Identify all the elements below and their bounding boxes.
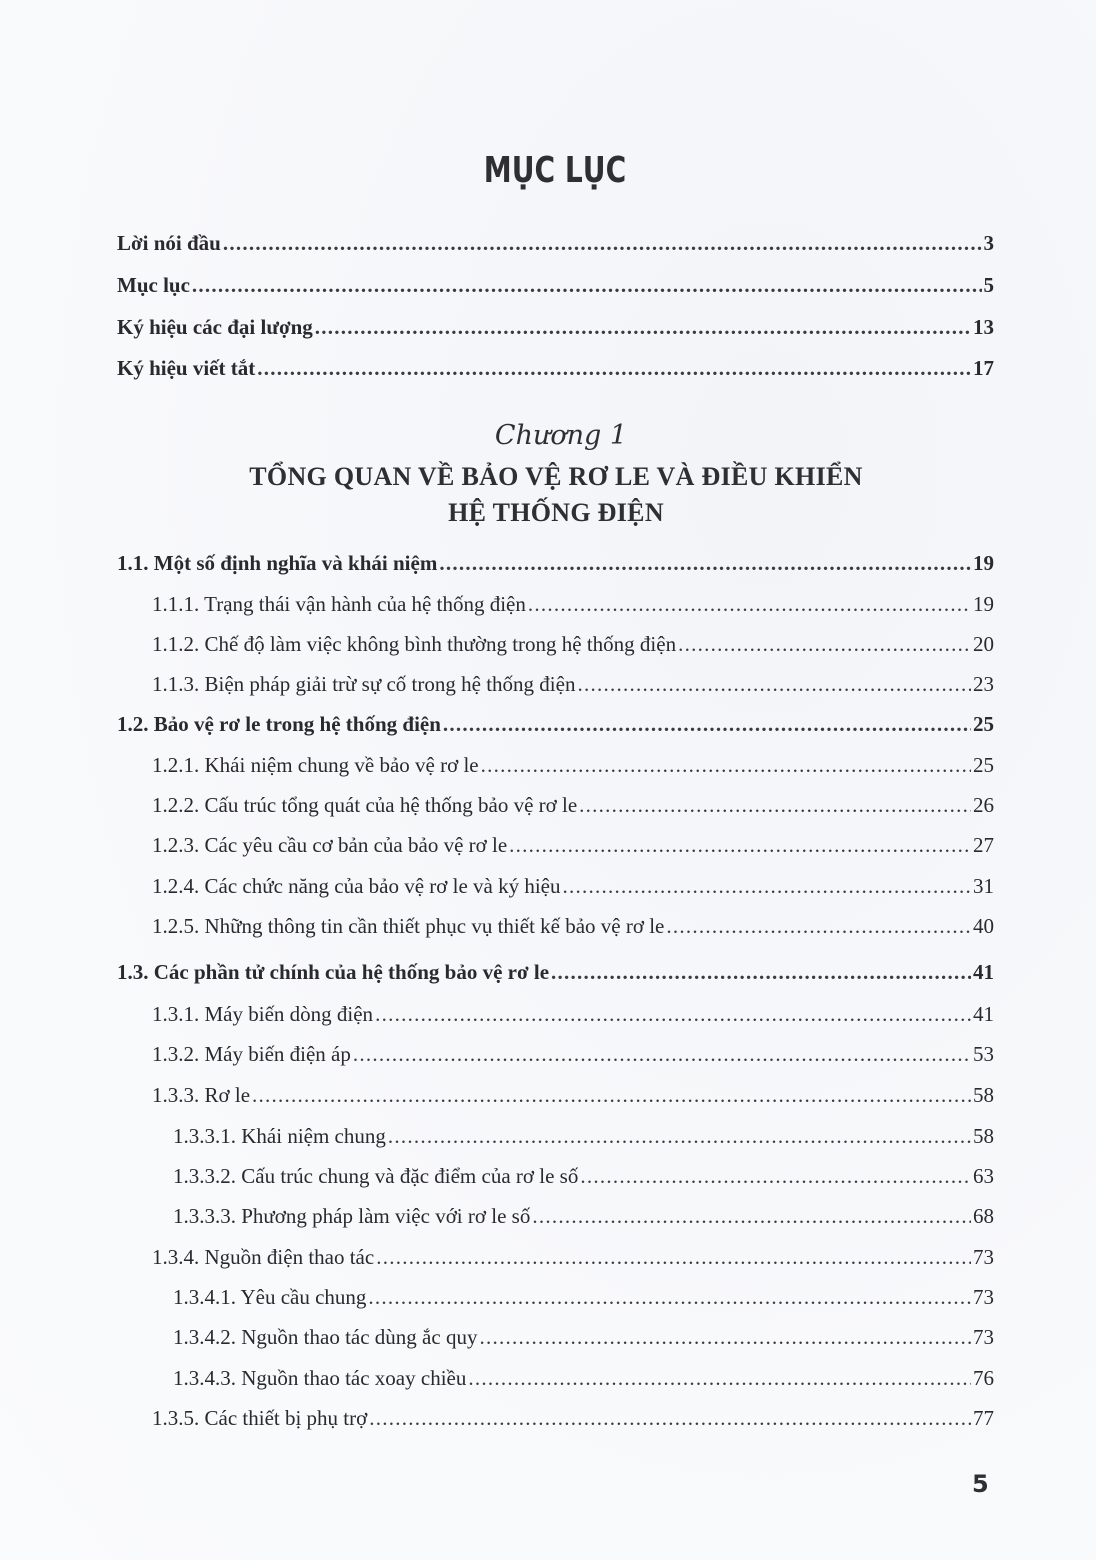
dot-leader [369, 1403, 971, 1433]
toc-entry[interactable] [152, 1242, 994, 1272]
toc-entry-label: Lời nói đầu [117, 231, 221, 255]
toc-entry-foreword[interactable] [117, 228, 994, 258]
dot-leader [375, 999, 971, 1029]
toc-entry-label: 1.2.1. Khái niệm chung về bảo vệ rơ le [152, 753, 479, 777]
toc-entry-page: 27 [973, 833, 994, 857]
toc-entry[interactable] [117, 709, 994, 739]
dot-leader [481, 750, 971, 780]
toc-entry-page: 25 [973, 712, 994, 736]
toc-entry-page: 23 [973, 672, 994, 696]
dot-leader [479, 1322, 971, 1352]
dot-leader [678, 629, 971, 659]
dot-leader [509, 830, 971, 860]
toc-entry[interactable] [117, 957, 994, 987]
toc-entry-label: 1.3.2. Máy biến điện áp [152, 1042, 351, 1066]
toc-entry[interactable] [152, 999, 994, 1029]
toc-entry-label: 1.3.4. Nguồn điện thao tác [152, 1245, 375, 1269]
toc-entry-page: 73 [973, 1245, 994, 1269]
dot-leader [388, 1121, 971, 1151]
dot-leader [439, 548, 971, 578]
toc-entry-label: 1.2.4. Các chức năng của bảo vệ rơ le và ký hiệu [152, 874, 561, 898]
toc-entry[interactable] [152, 911, 994, 941]
toc-entry-page: 13 [973, 315, 994, 339]
toc-entry[interactable] [117, 548, 994, 578]
toc-entry-page: 77 [973, 1406, 994, 1430]
toc-entry-page: 41 [973, 1002, 994, 1026]
dot-leader [315, 312, 971, 342]
dot-leader [468, 1363, 971, 1393]
toc-entry-abbreviations[interactable] [117, 353, 994, 383]
toc-entry-page: 31 [973, 874, 994, 898]
chapter-label: Chương 1 [494, 420, 628, 451]
toc-entry[interactable] [173, 1282, 994, 1312]
dot-leader [532, 1201, 971, 1231]
toc-entry-label: 1.3.1. Máy biến dòng điện [152, 1002, 374, 1026]
toc-entry-page: 26 [973, 793, 994, 817]
toc-entry-label: 1.3.4.1. Yêu cầu chung [173, 1285, 367, 1309]
dot-leader [353, 1039, 971, 1069]
dot-leader [563, 871, 971, 901]
dot-leader [252, 1080, 971, 1110]
toc-entry-page: 73 [973, 1285, 994, 1309]
toc-entry[interactable] [173, 1161, 994, 1191]
toc-entry-label: 1.2.3. Các yêu cầu cơ bản của bảo vệ rơ le [152, 833, 508, 857]
toc-entry-label: 1.3.4.2. Nguồn thao tác dùng ắc quy [173, 1325, 478, 1349]
toc-entry-label: 1.1.2. Chế độ làm việc không bình thường trong hệ thống điện [152, 632, 677, 656]
toc-entry-page: 41 [973, 960, 994, 984]
dot-leader [551, 957, 971, 987]
toc-entry-label: 1.1.1. Trạng thái vận hành của hệ thống điện [152, 592, 526, 616]
toc-entry[interactable] [152, 589, 994, 619]
toc-entry[interactable] [152, 790, 994, 820]
toc-entry-page: 73 [973, 1325, 994, 1349]
toc-entry-label: 1.3.3.3. Phương pháp làm việc với rơ le số [173, 1204, 531, 1228]
toc-entry-label: Mục lục [117, 273, 190, 297]
toc-entry[interactable] [152, 1403, 994, 1433]
toc-entry[interactable] [152, 1080, 994, 1110]
toc-entry[interactable] [152, 1039, 994, 1069]
dot-leader [443, 709, 971, 739]
toc-entry-page: 53 [973, 1042, 994, 1066]
toc-entry-page: 76 [973, 1366, 994, 1390]
toc-entry-page: 20 [973, 632, 994, 656]
page-title: MỤC LỤC [483, 150, 627, 191]
toc-entry-page: 25 [973, 753, 994, 777]
toc-entry-label: 1.2.5. Những thông tin cần thiết phục vụ thiết kế bảo vệ rơ le [152, 914, 665, 938]
dot-leader [577, 669, 971, 699]
toc-entry[interactable] [173, 1121, 994, 1151]
toc-entry-label: 1.3. Các phần tử chính của hệ thống bảo vệ rơ le [117, 960, 550, 984]
toc-entry-page: 68 [973, 1204, 994, 1228]
toc-entry-label: 1.1.3. Biện pháp giải trừ sự cố trong hệ thống điện [152, 672, 576, 696]
toc-entry-contents[interactable] [117, 270, 994, 300]
toc-entry-symbols[interactable] [117, 312, 994, 342]
toc-entry-label: 1.2. Bảo vệ rơ le trong hệ thống điện [117, 712, 441, 736]
toc-entry-label: 1.3.4.3. Nguồn thao tác xoay chiều [173, 1366, 467, 1390]
toc-entry-label: Ký hiệu các đại lượng [117, 315, 313, 339]
dot-leader [666, 911, 971, 941]
toc-entry[interactable] [173, 1201, 994, 1231]
dot-leader [528, 589, 971, 619]
toc-entry[interactable] [152, 629, 994, 659]
toc-entry[interactable] [152, 750, 994, 780]
dot-leader [368, 1282, 971, 1312]
toc-entry-page: 5 [983, 273, 994, 297]
toc-entry[interactable] [152, 871, 994, 901]
toc-entry-page: 58 [973, 1124, 994, 1148]
toc-entry-label: 1.3.5. Các thiết bị phụ trợ [152, 1406, 368, 1430]
toc-entry-label: 1.3.3. Rơ le [152, 1083, 251, 1107]
toc-entry-label: 1.3.3.1. Khái niệm chung [173, 1124, 386, 1148]
dot-leader [579, 790, 971, 820]
toc-entry-label: 1.2.2. Cấu trúc tổng quát của hệ thống bảo vệ rơ le [152, 793, 578, 817]
toc-entry-page: 17 [973, 356, 994, 380]
toc-entry[interactable] [152, 830, 994, 860]
toc-entry-label: 1.1. Một số định nghĩa và khái niệm [117, 551, 438, 575]
toc-entry-page: 58 [973, 1083, 994, 1107]
dot-leader [192, 270, 982, 300]
toc-entry-label: 1.3.3.2. Cấu trúc chung và đặc điểm của rơ le số [173, 1164, 579, 1188]
chapter-title-line-2: HỆ THỐNG ĐIỆN [448, 498, 664, 527]
toc-entry[interactable] [152, 669, 994, 699]
chapter-title-line-1: TỔNG QUAN VỀ BẢO VỆ RƠ LE VÀ ĐIỀU KHIỂN [249, 462, 863, 491]
toc-entry[interactable] [173, 1322, 994, 1352]
toc-entry[interactable] [173, 1363, 994, 1393]
dot-leader [580, 1161, 971, 1191]
toc-entry-page: 3 [983, 231, 994, 255]
dot-leader [223, 228, 982, 258]
toc-entry-page: 19 [973, 592, 994, 616]
toc-entry-page: 40 [973, 914, 994, 938]
page-number: 5 [972, 1470, 989, 1498]
dot-leader [257, 353, 971, 383]
toc-entry-label: Ký hiệu viết tắt [117, 356, 256, 380]
toc-entry-page: 19 [973, 551, 994, 575]
toc-entry-page: 63 [973, 1164, 994, 1188]
dot-leader [376, 1242, 971, 1272]
